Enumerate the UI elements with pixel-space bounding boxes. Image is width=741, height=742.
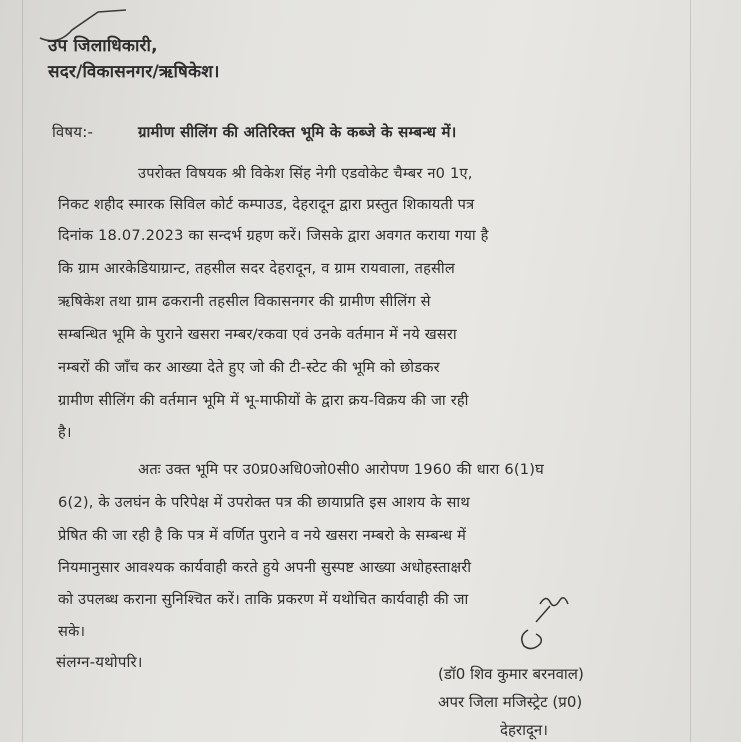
paragraph2-line-4: नियमानुसार आवश्यक कार्यवाही करते हुये अपनी सुस्पष्ट आख्या अधोहस्ताक्षरी (58, 559, 472, 576)
paragraph1-line-4: कि ग्राम आरकेडियाग्रान्ट, तहसील सदर देहरादून, व ग्राम रायवाला, तहसील (58, 260, 455, 277)
paragraph1-line-1: उपरोक्त विषयक श्री विकेश सिंह नेगी एडवोकेट चैम्बर न0 1ए, (138, 165, 473, 182)
paper-fold-line (690, 0, 691, 742)
paragraph2-line-6: सके। (58, 623, 86, 640)
signatory-name: (डॉ0 शिव कुमार बरनवाल) (438, 665, 584, 683)
paragraph1-line-9: है। (58, 424, 72, 441)
enclosure-note: संलग्न-यथोपरि। (56, 653, 143, 671)
paragraph2-line-1: अतः उक्त भूमि पर उ0प्र0अधि0जो0सी0 आरोपण 1960 की धारा 6(1)घ (138, 461, 544, 478)
paragraph1-line-2: निकट शहीद स्मारक सिविल कोर्ट कम्पाउड, देहरादून द्वारा प्रस्तुत शिकायती पत्र (58, 196, 475, 213)
paragraph2-line-3: प्रेषित की जा रही है कि पत्र में वर्णित पुराने व नये खसरा नम्बरो के सम्बन्ध में (58, 527, 467, 544)
paragraph1-line-5: ऋषिकेश तथा ग्राम ढकरानी तहसील विकासनगर की ग्रामीण सीलिंग से (58, 293, 431, 310)
address-line-2: सदर/विकासनगर/ऋषिकेश। (48, 62, 220, 82)
paragraph1-line-3: दिनांक 18.07.2023 का सन्दर्भ ग्रहण करें। जिसके द्वारा अवगत कराया गया है (58, 227, 489, 244)
handwritten-signature (510, 592, 580, 652)
paragraph1-line-7: नम्बरों की जाँच कर आख्या देते हुए जो की टी-स्टेट की भूमि को छोडकर (58, 359, 440, 376)
signatory-place: देहरादून। (500, 721, 548, 739)
subject-text: ग्रामीण सीलिंग की अतिरिक्त भूमि के कब्जे के सम्बन्ध में। (138, 123, 457, 141)
address-line-1: उप जिलाधिकारी, (48, 36, 158, 56)
signatory-designation: अपर जिला मजिस्ट्रेट (प्र0) (438, 693, 583, 711)
paragraph2-line-2: 6(2), के उलघंन के परिपेक्ष में उपरोक्त पत्र की छायाप्रति इस आशय के साथ (58, 494, 470, 511)
subject-label: विषय:- (52, 123, 94, 141)
paragraph2-line-5: को उपलब्ध कराना सुनिश्चित करें। ताकि प्रकरण में यथोचित कार्यवाही की जा (58, 591, 469, 608)
paragraph1-line-8: ग्रामीण सीलिंग की वर्तमान भूमि में भू-माफीयों के द्वारा क्रय-विक्रय की जा रही (58, 392, 469, 409)
paper-edge-shadow (22, 0, 23, 742)
paragraph1-line-6: सम्बन्धित भूमि के पुराने खसरा नम्बर/रकवा एवं उनके वर्तमान में नये खसरा (58, 326, 457, 343)
